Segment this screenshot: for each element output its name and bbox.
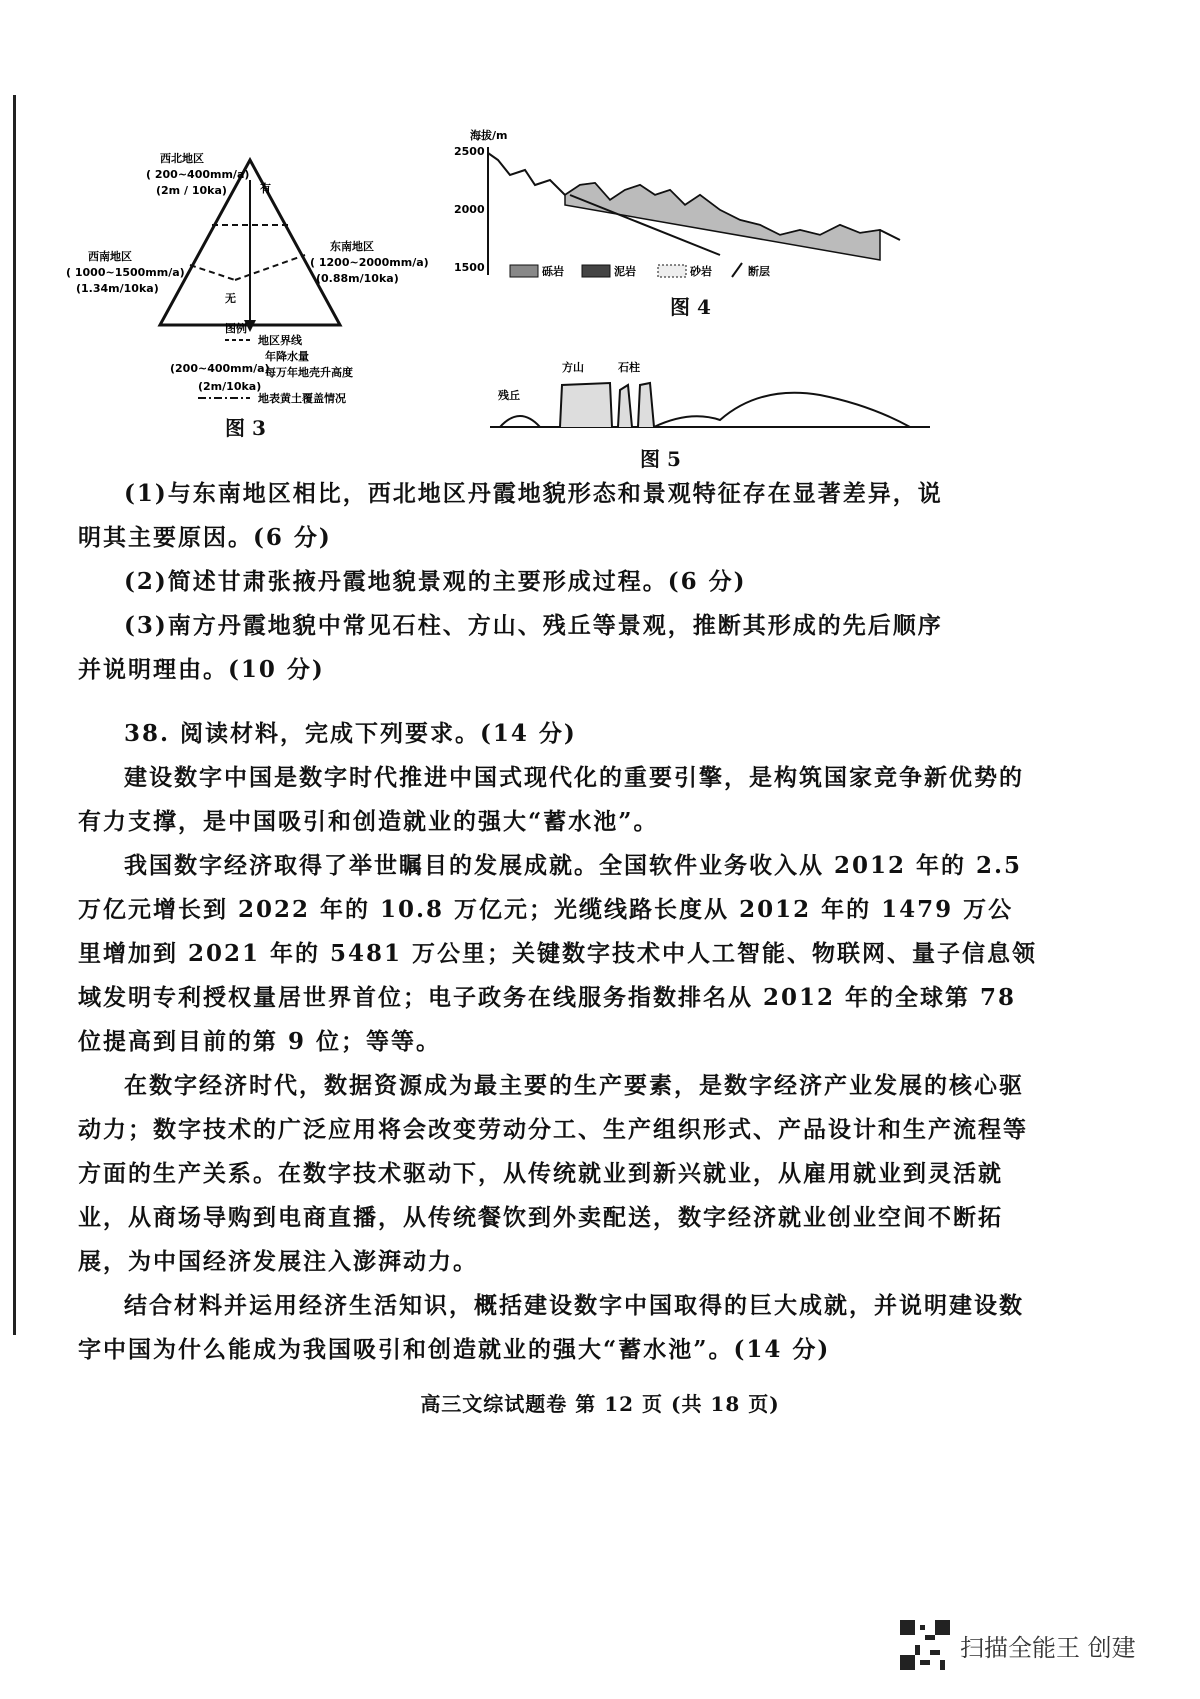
label-mesa: 方山	[562, 361, 584, 374]
q38-paragraph-1: 建设数字中国是数字时代推进中国式现代化的重要引擎，是构筑国家竞争新优势的有力支撑，是中国吸引和创造就业的强大“蓄水池”。	[78, 764, 1024, 835]
legend-fault-swatch	[732, 263, 742, 277]
legend-rain-label: 年降水量	[265, 350, 309, 363]
q38-heading: 38. 阅读材料，完成下列要求。(14 分)	[124, 720, 577, 747]
legend-fault: 断层	[748, 265, 770, 278]
southwest-name: 西南地区	[88, 250, 132, 263]
q1-line2: 明其主要原因。(6 分)	[78, 524, 332, 551]
southwest-rain: ( 1000~1500mm/a)	[66, 266, 185, 279]
figure-4	[454, 125, 950, 319]
q1-line1: (1)与东南地区相比，西北地区丹霞地貌形态和景观特征存在显著差异，说	[124, 480, 943, 507]
figure-3-caption: 图 3	[225, 416, 266, 440]
northwest-uplift: (2m / 10ka)	[156, 184, 227, 197]
legend-uplift-value: (2m/10ka)	[198, 380, 262, 393]
elevation-label: 海拔/m	[470, 129, 508, 142]
legend-cover-label: 地表黄土覆盖情况	[258, 392, 346, 405]
q38-paragraph-4: 结合材料并运用经济生活知识，概括建设数字中国取得的巨大成就，并说明建设数字中国为什么能成为我国吸引和创造就业的强大“蓄水池”。(14 分)	[78, 1292, 1024, 1363]
southeast-rain: ( 1200~2000mm/a)	[310, 256, 429, 269]
scanner-watermark	[900, 1620, 1136, 1670]
top-mark: 有	[260, 182, 271, 195]
southeast-name: 东南地区	[330, 240, 374, 253]
legend-conglomerate: 砾岩	[542, 265, 564, 278]
question-37-parts	[78, 472, 1038, 692]
figure-3	[60, 150, 440, 450]
legend-sandstone-swatch	[658, 265, 686, 277]
southeast-uplift: (0.88m/10ka)	[316, 272, 399, 285]
legend-title: 图例	[225, 322, 247, 335]
bottom-mark: 无	[225, 292, 236, 305]
rock-strata	[565, 183, 880, 260]
qr-code-icon	[900, 1620, 950, 1670]
q3-line2: 并说明理由。(10 分)	[78, 656, 325, 683]
ytick-2000: 2000	[454, 203, 485, 216]
page-footer: 高三文综试题卷 第 12 页 (共 18 页)	[420, 1392, 780, 1416]
mesa	[560, 383, 612, 427]
stone-pillar	[638, 383, 654, 427]
stone-pillar	[618, 385, 632, 427]
figure-4-section-diagram	[454, 125, 950, 285]
northwest-rain: ( 200~400mm/a)	[146, 168, 250, 181]
boundary-line	[235, 255, 305, 280]
figure-4-caption: 图 4	[670, 295, 711, 319]
boundary-line	[190, 265, 235, 280]
legend-mudstone: 泥岩	[614, 265, 636, 278]
ytick-2500: 2500	[454, 145, 485, 158]
q38-paragraph-2: 我国数字经济取得了举世瞩目的发展成就。全国软件业务收入从 2012 年的 2.5 万亿元增长到 2022 年的 10.8 万亿元；光缆线路长度从 2012 年的 1479 万公里增加到 2021 年的 5481 万公里；关键数字技术中人工智能、物联网、量子信息领域发明专利授权量居世界首位；电子政务在线服务指数排名从 2012 年的全球第 78 位提高到目前的第 9 位；等等。	[78, 852, 1038, 1055]
southwest-uplift: (1.34m/10ka)	[76, 282, 159, 295]
label-residual-hill: 残丘	[498, 389, 520, 402]
question-38	[78, 712, 1038, 1372]
figure-3-triangle-diagram	[60, 150, 440, 450]
ytick-1500: 1500	[454, 261, 485, 274]
label-pillar: 石柱	[618, 361, 640, 374]
figure-5-caption: 图 5	[640, 447, 681, 471]
legend-rain-value: (200~400mm/a)	[170, 362, 270, 375]
residual-hill	[500, 416, 540, 427]
hill-profile	[654, 393, 910, 427]
q2: (2)简述甘肃张掖丹霞地貌景观的主要形成过程。(6 分)	[124, 568, 747, 595]
legend-mudstone-swatch	[582, 265, 610, 277]
left-margin-line	[13, 95, 16, 1335]
legend-uplift-label: 每万年地壳升高度	[265, 366, 353, 379]
legend-sandstone: 砂岩	[690, 265, 712, 278]
figure-5	[490, 355, 940, 471]
watermark-text: 扫描全能王 创建	[960, 1633, 1136, 1662]
q38-paragraph-3: 在数字经济时代，数据资源成为最主要的生产要素，是数字经济产业发展的核心驱动力；数字技术的广泛应用将会改变劳动分工、生产组织形式、产品设计和生产流程等方面的生产关系。在数字技术驱动下，从传统就业到新兴就业，从雇用就业到灵活就业，从商场导购到电商直播，从传统餐饮到外卖配送，数字经济就业创业空间不断拓展，为中国经济发展注入澎湃动力。	[78, 1072, 1028, 1275]
northwest-name: 西北地区	[160, 152, 204, 165]
legend-conglomerate-swatch	[510, 265, 538, 277]
figure-5-landform-diagram	[490, 355, 940, 435]
legend-boundary: 地区界线	[258, 334, 302, 347]
q3-line1: (3)南方丹霞地貌中常见石柱、方山、残丘等景观，推断其形成的先后顺序	[124, 612, 943, 639]
